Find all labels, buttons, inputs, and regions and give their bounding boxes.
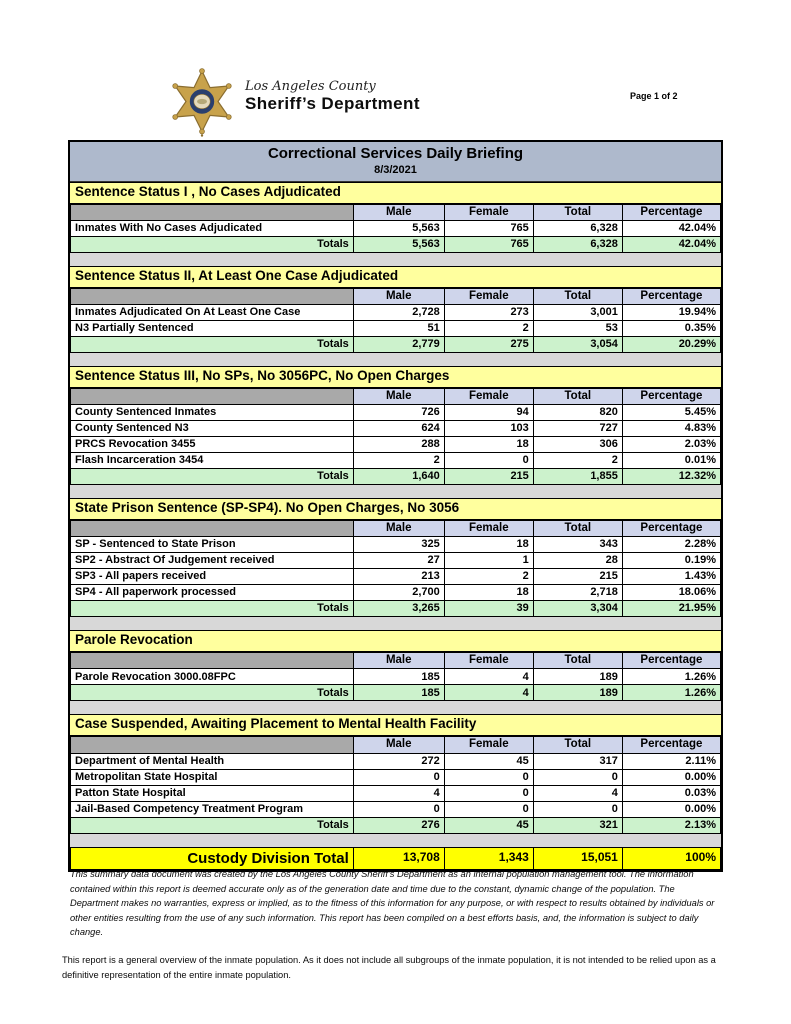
- cell-female: 18: [444, 585, 533, 601]
- column-header-total: Total: [533, 653, 622, 669]
- cell-male: 726: [353, 405, 444, 421]
- agency-name: [245, 68, 420, 114]
- section-table: [70, 204, 721, 253]
- page-number: Page 1 of 2: [630, 91, 678, 101]
- totals-male: 5,563: [353, 237, 444, 253]
- table-row: [71, 321, 721, 337]
- totals-female: 39: [444, 601, 533, 617]
- column-header-percentage: Percentage: [622, 737, 720, 753]
- title-bar: [70, 142, 721, 182]
- totals-female: 45: [444, 817, 533, 833]
- cell-pct: 42.04%: [622, 221, 720, 237]
- table-row: [71, 569, 721, 585]
- cell-male: 0: [353, 769, 444, 785]
- totals-male: 1,640: [353, 469, 444, 485]
- column-header-total: Total: [533, 737, 622, 753]
- column-header-total: Total: [533, 204, 622, 220]
- grand-total-percentage: 100%: [622, 847, 720, 869]
- section-divider: [70, 353, 721, 366]
- row-label: Inmates Adjudicated On At Least One Case: [71, 305, 354, 321]
- table-row: [71, 537, 721, 553]
- cell-female: 18: [444, 437, 533, 453]
- corner-cell: [71, 389, 354, 405]
- column-header-total: Total: [533, 521, 622, 537]
- column-header-male: Male: [353, 653, 444, 669]
- table-row: [71, 453, 721, 469]
- cell-female: 765: [444, 221, 533, 237]
- column-header-female: Female: [444, 653, 533, 669]
- cell-total: 189: [533, 669, 622, 685]
- cell-male: 325: [353, 537, 444, 553]
- column-header-male: Male: [353, 521, 444, 537]
- sheriff-star-badge-icon: [168, 68, 236, 138]
- cell-female: 0: [444, 785, 533, 801]
- totals-total: 6,328: [533, 237, 622, 253]
- totals-pct: 1.26%: [622, 685, 720, 701]
- table-row: [71, 405, 721, 421]
- totals-male: 276: [353, 817, 444, 833]
- row-label: SP - Sentenced to State Prison: [71, 537, 354, 553]
- cell-total: 2,718: [533, 585, 622, 601]
- column-header-female: Female: [444, 389, 533, 405]
- cell-total: 0: [533, 801, 622, 817]
- row-label: Patton State Hospital: [71, 785, 354, 801]
- cell-male: 185: [353, 669, 444, 685]
- cell-pct: 0.03%: [622, 785, 720, 801]
- cell-male: 27: [353, 553, 444, 569]
- cell-female: 1: [444, 553, 533, 569]
- section-divider: [70, 834, 721, 847]
- row-label: N3 Partially Sentenced: [71, 321, 354, 337]
- cell-pct: 4.83%: [622, 421, 720, 437]
- cell-total: 2: [533, 453, 622, 469]
- table-row: [71, 801, 721, 817]
- totals-total: 1,855: [533, 469, 622, 485]
- totals-female: 275: [444, 337, 533, 353]
- totals-label: Totals: [71, 469, 354, 485]
- cell-female: 4: [444, 669, 533, 685]
- cell-pct: 0.35%: [622, 321, 720, 337]
- section: [70, 366, 721, 485]
- totals-pct: 20.29%: [622, 337, 720, 353]
- totals-total: 3,054: [533, 337, 622, 353]
- cell-pct: 0.01%: [622, 453, 720, 469]
- cell-female: 0: [444, 453, 533, 469]
- row-label: County Sentenced N3: [71, 421, 354, 437]
- column-header-percentage: Percentage: [622, 288, 720, 304]
- grand-total-female: 1,343: [444, 847, 533, 869]
- row-label: Inmates With No Cases Adjudicated: [71, 221, 354, 237]
- cell-female: 45: [444, 753, 533, 769]
- table-row: [71, 669, 721, 685]
- row-label: Department of Mental Health: [71, 753, 354, 769]
- briefing-document: [68, 140, 723, 872]
- footnote-text: This report is a general overview of the inmate population. As it does not include all subgroups of the inmate population, it is not intended to be relied upon as a definitive representation of the entire inmate population.: [62, 955, 716, 981]
- agency-department-line: Sheriff’s Department: [245, 94, 420, 114]
- totals-pct: 2.13%: [622, 817, 720, 833]
- totals-row: [71, 817, 721, 833]
- cell-pct: 2.28%: [622, 537, 720, 553]
- cell-male: 4: [353, 785, 444, 801]
- totals-label: Totals: [71, 817, 354, 833]
- table-row: [71, 221, 721, 237]
- section-title: Sentence Status II, At Least One Case Adjudicated: [70, 266, 721, 288]
- cell-pct: 0.00%: [622, 801, 720, 817]
- cell-pct: 19.94%: [622, 305, 720, 321]
- cell-total: 4: [533, 785, 622, 801]
- section-title: Case Suspended, Awaiting Placement to Mental Health Facility: [70, 714, 721, 736]
- row-label: PRCS Revocation 3455: [71, 437, 354, 453]
- sections-container: [70, 182, 721, 834]
- section-divider: [70, 701, 721, 714]
- totals-female: 215: [444, 469, 533, 485]
- grand-total-total: 15,051: [533, 847, 622, 869]
- column-header-percentage: Percentage: [622, 653, 720, 669]
- section-title: Sentence Status I , No Cases Adjudicated: [70, 182, 721, 204]
- section-table: [70, 520, 721, 617]
- column-header-row: [71, 737, 721, 753]
- column-header-male: Male: [353, 389, 444, 405]
- grand-total-label: Custody Division Total: [71, 847, 354, 869]
- section: [70, 498, 721, 617]
- cell-male: 5,563: [353, 221, 444, 237]
- report-title: Correctional Services Daily Briefing: [267, 145, 524, 162]
- column-header-female: Female: [444, 204, 533, 220]
- cell-female: 2: [444, 321, 533, 337]
- cell-total: 28: [533, 553, 622, 569]
- cell-total: 215: [533, 569, 622, 585]
- letterhead: [168, 68, 420, 138]
- totals-row: [71, 685, 721, 701]
- table-row: [71, 553, 721, 569]
- row-label: SP4 - All paperwork processed: [71, 585, 354, 601]
- cell-pct: 2.03%: [622, 437, 720, 453]
- totals-total: 189: [533, 685, 622, 701]
- cell-total: 0: [533, 769, 622, 785]
- section-table: [70, 736, 721, 833]
- totals-row: [71, 237, 721, 253]
- cell-female: 273: [444, 305, 533, 321]
- totals-label: Totals: [71, 237, 354, 253]
- column-header-row: [71, 653, 721, 669]
- totals-row: [71, 469, 721, 485]
- cell-total: 727: [533, 421, 622, 437]
- totals-male: 2,779: [353, 337, 444, 353]
- section-title: Sentence Status III, No SPs, No 3056PC, No Open Charges: [70, 366, 721, 388]
- column-header-female: Female: [444, 288, 533, 304]
- custody-division-total-row: [71, 847, 721, 869]
- totals-label: Totals: [71, 601, 354, 617]
- section: [70, 266, 721, 353]
- disclaimer-text: This summary data document was created by the Los Angeles County Sheriff's Department as an internal population management tool. The information contained within this report is deemed accurate only as of the generation date and time due to the constant, dynamic change of the population. The Department makes no warranties, express or implied, as to the fitness of this information for any purpose, or with respect to results obtained by individuals or other entities resulting from the use of any such information. This report has been compiled on a best efforts basis, and, the information is subject to daily change.: [70, 869, 715, 937]
- cell-total: 3,001: [533, 305, 622, 321]
- row-label: County Sentenced Inmates: [71, 405, 354, 421]
- corner-cell: [71, 521, 354, 537]
- cell-total: 53: [533, 321, 622, 337]
- table-row: [71, 421, 721, 437]
- cell-total: 820: [533, 405, 622, 421]
- cell-total: 343: [533, 537, 622, 553]
- totals-total: 3,304: [533, 601, 622, 617]
- corner-cell: [71, 737, 354, 753]
- cell-male: 2,728: [353, 305, 444, 321]
- custody-division-total-table: [70, 847, 721, 870]
- cell-total: 317: [533, 753, 622, 769]
- grand-total-male: 13,708: [353, 847, 444, 869]
- column-header-male: Male: [353, 288, 444, 304]
- corner-cell: [71, 288, 354, 304]
- totals-row: [71, 337, 721, 353]
- cell-female: 18: [444, 537, 533, 553]
- cell-total: 306: [533, 437, 622, 453]
- cell-pct: 5.45%: [622, 405, 720, 421]
- table-row: [71, 753, 721, 769]
- row-label: Metropolitan State Hospital: [71, 769, 354, 785]
- cell-female: 0: [444, 769, 533, 785]
- section-table: [70, 652, 721, 701]
- row-label: Flash Incarceration 3454: [71, 453, 354, 469]
- section-divider: [70, 485, 721, 498]
- cell-female: 94: [444, 405, 533, 421]
- section: [70, 630, 721, 701]
- cell-male: 0: [353, 801, 444, 817]
- column-header-row: [71, 204, 721, 220]
- section-divider: [70, 617, 721, 630]
- cell-pct: 18.06%: [622, 585, 720, 601]
- row-label: SP2 - Abstract Of Judgement received: [71, 553, 354, 569]
- totals-male: 185: [353, 685, 444, 701]
- column-header-male: Male: [353, 204, 444, 220]
- cell-female: 103: [444, 421, 533, 437]
- cell-total: 6,328: [533, 221, 622, 237]
- cell-male: 51: [353, 321, 444, 337]
- cell-male: 2: [353, 453, 444, 469]
- cell-pct: 1.26%: [622, 669, 720, 685]
- totals-pct: 21.95%: [622, 601, 720, 617]
- table-row: [71, 785, 721, 801]
- section-divider: [70, 253, 721, 266]
- table-row: [71, 437, 721, 453]
- column-header-female: Female: [444, 521, 533, 537]
- totals-label: Totals: [71, 337, 354, 353]
- corner-cell: [71, 204, 354, 220]
- column-header-percentage: Percentage: [622, 389, 720, 405]
- totals-total: 321: [533, 817, 622, 833]
- cell-male: 288: [353, 437, 444, 453]
- column-header-row: [71, 288, 721, 304]
- section-title: State Prison Sentence (SP-SP4). No Open Charges, No 3056: [70, 498, 721, 520]
- column-header-female: Female: [444, 737, 533, 753]
- cell-pct: 0.19%: [622, 553, 720, 569]
- section-table: [70, 388, 721, 485]
- column-header-male: Male: [353, 737, 444, 753]
- table-row: [71, 769, 721, 785]
- table-row: [71, 305, 721, 321]
- cell-pct: 1.43%: [622, 569, 720, 585]
- column-header-row: [71, 389, 721, 405]
- cell-female: 2: [444, 569, 533, 585]
- totals-label: Totals: [71, 685, 354, 701]
- section-title: Parole Revocation: [70, 630, 721, 652]
- cell-female: 0: [444, 801, 533, 817]
- column-header-percentage: Percentage: [622, 521, 720, 537]
- column-header-total: Total: [533, 288, 622, 304]
- row-label: Parole Revocation 3000.08FPC: [71, 669, 354, 685]
- cell-pct: 2.11%: [622, 753, 720, 769]
- totals-pct: 42.04%: [622, 237, 720, 253]
- totals-male: 3,265: [353, 601, 444, 617]
- totals-female: 765: [444, 237, 533, 253]
- column-header-row: [71, 521, 721, 537]
- column-header-total: Total: [533, 389, 622, 405]
- totals-pct: 12.32%: [622, 469, 720, 485]
- corner-cell: [71, 653, 354, 669]
- cell-pct: 0.00%: [622, 769, 720, 785]
- table-row: [71, 585, 721, 601]
- cell-male: 2,700: [353, 585, 444, 601]
- totals-female: 4: [444, 685, 533, 701]
- row-label: SP3 - All papers received: [71, 569, 354, 585]
- column-header-percentage: Percentage: [622, 204, 720, 220]
- section-table: [70, 288, 721, 353]
- cell-male: 624: [353, 421, 444, 437]
- section: [70, 182, 721, 253]
- row-label: Jail-Based Competency Treatment Program: [71, 801, 354, 817]
- cell-male: 272: [353, 753, 444, 769]
- report-date: 8/3/2021: [374, 163, 417, 176]
- cell-male: 213: [353, 569, 444, 585]
- section: [70, 714, 721, 833]
- totals-row: [71, 601, 721, 617]
- agency-county-line: Los Angeles County: [245, 79, 376, 94]
